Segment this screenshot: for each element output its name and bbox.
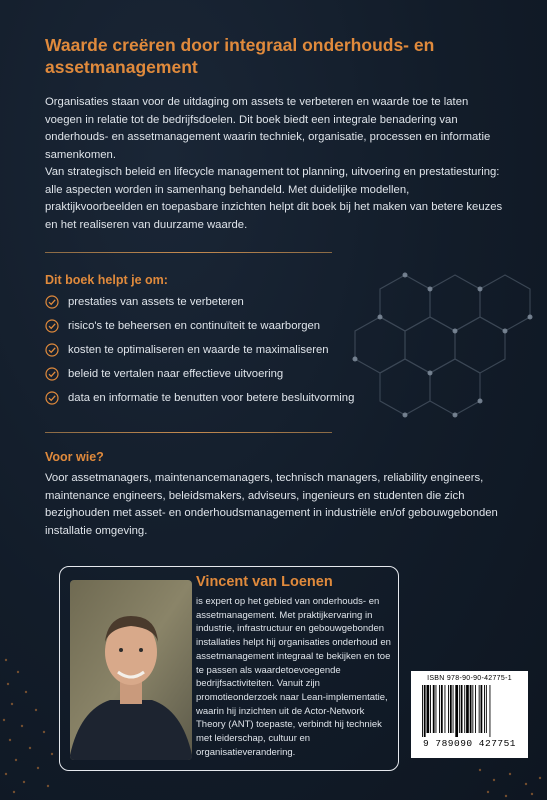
author-photo xyxy=(70,580,192,760)
isbn-barcode xyxy=(411,671,528,758)
benefit-item xyxy=(45,290,354,314)
benefit-item xyxy=(45,338,354,362)
barcode-bar xyxy=(432,685,434,733)
barcode-bar xyxy=(472,685,473,733)
barcode-bar xyxy=(430,685,431,733)
author-bio: is expert op het gebied van onderhouds- en assetmanagement. Met praktijkervaring in industrie, infrastructuur en gebouwgebonden installaties helpt hij organisaties onderhoud en assetmanagement integraal te bekijken en toe te passen als waardetoevoegende bedrijfsactiviteiten. Vanuit zijn promotieonderzoek naar Lean-implementatie, waarin hij inzichten uit de Actor-Network Theory (ANT) toepaste, verbindt hij techniek met leiderschap, cultuur en organisatieverandering. xyxy=(196,596,391,758)
barcode-bar xyxy=(455,685,458,737)
ean-number: 9 789090 427751 xyxy=(422,738,516,749)
barcode-bar xyxy=(466,685,469,733)
barcode-bar xyxy=(435,685,436,733)
check-circle-icon xyxy=(45,367,59,381)
benefit-item xyxy=(45,314,354,338)
check-circle-icon xyxy=(45,319,59,333)
barcode-bar xyxy=(460,685,462,733)
intro-paragraph-2: Van strategisch beleid en lifecycle management tot planning, uitvoering en prestatiesturing: alle aspecten worden in samenhang behandeld. Met duidelijke modellen, praktijkvoorbeelden en toepasbare inzichten helpt dit boek bij het maken van betere keuzes en het realiseren van duurzame waarde. xyxy=(45,166,503,231)
audience-heading: Voor wie? xyxy=(45,450,104,464)
isbn-label: ISBN 978-90-90-42775-1 xyxy=(427,675,512,682)
barcode-bar xyxy=(458,685,459,733)
barcode-bar xyxy=(440,685,442,733)
barcode-bars xyxy=(420,685,520,737)
benefit-label: risico's te beheersen en continuïteit te waarborgen xyxy=(68,320,321,332)
barcode-bar xyxy=(475,685,476,733)
divider-top xyxy=(45,252,332,253)
author-name: Vincent van Loenen xyxy=(196,574,333,590)
divider-middle xyxy=(45,432,332,433)
barcode-bar xyxy=(426,685,429,733)
barcode-bar xyxy=(480,685,482,733)
barcode-bar xyxy=(452,685,453,733)
barcode-bar xyxy=(444,685,445,733)
hexagon-network-graphic xyxy=(330,255,547,455)
barcode-bar xyxy=(422,685,423,737)
barcode-bar xyxy=(448,685,449,733)
barcode-bar xyxy=(423,685,425,737)
barcode-bar xyxy=(449,685,451,733)
benefit-label: kosten te optimaliseren en waarde te maximaliseren xyxy=(68,344,329,356)
barcode-bar xyxy=(485,685,486,733)
benefit-item xyxy=(45,362,354,386)
check-circle-icon xyxy=(45,391,59,405)
check-circle-icon xyxy=(45,343,59,357)
benefits-heading: Dit boek helpt je om: xyxy=(45,273,168,287)
barcode-bar xyxy=(489,685,490,737)
benefit-label: beleid te vertalen naar effectieve uitvoering xyxy=(68,368,284,380)
benefit-label: prestaties van assets te verbeteren xyxy=(68,296,244,308)
barcode-bar xyxy=(469,685,471,733)
barcode-bar xyxy=(478,685,479,733)
barcode-bar xyxy=(439,685,440,733)
benefit-item xyxy=(45,386,354,410)
benefits-list xyxy=(45,290,354,410)
intro-paragraph-1: Organisaties staan voor de uitdaging om assets te verbeteren en waarde toe te laten voegen in relatie tot de bedrijfsdoelen. Dit boek biedt een integrale benadering van onderhouds- en assetmanagement waarin techniek, organisatie, processen en informatie samenkomen. xyxy=(45,96,491,161)
benefit-label: data en informatie te benutten voor betere besluitvorming xyxy=(68,392,355,404)
barcode-bar xyxy=(464,685,465,733)
check-circle-icon xyxy=(45,295,59,309)
barcode-bar xyxy=(484,685,485,733)
audience-text: Voor assetmanagers, maintenancemanagers, technisch managers, reliability engineers, maintenance engineers, beleidsmakers, adviseurs, ingenieurs en studenten die zich bezighouden met asset- en onderhoudsmanagement in industriële en/of gebouwgebonden installatie omgeving. xyxy=(45,472,498,537)
back-cover-title: Waarde creëren door integraal onderhouds- en assetmanagement xyxy=(45,35,435,77)
